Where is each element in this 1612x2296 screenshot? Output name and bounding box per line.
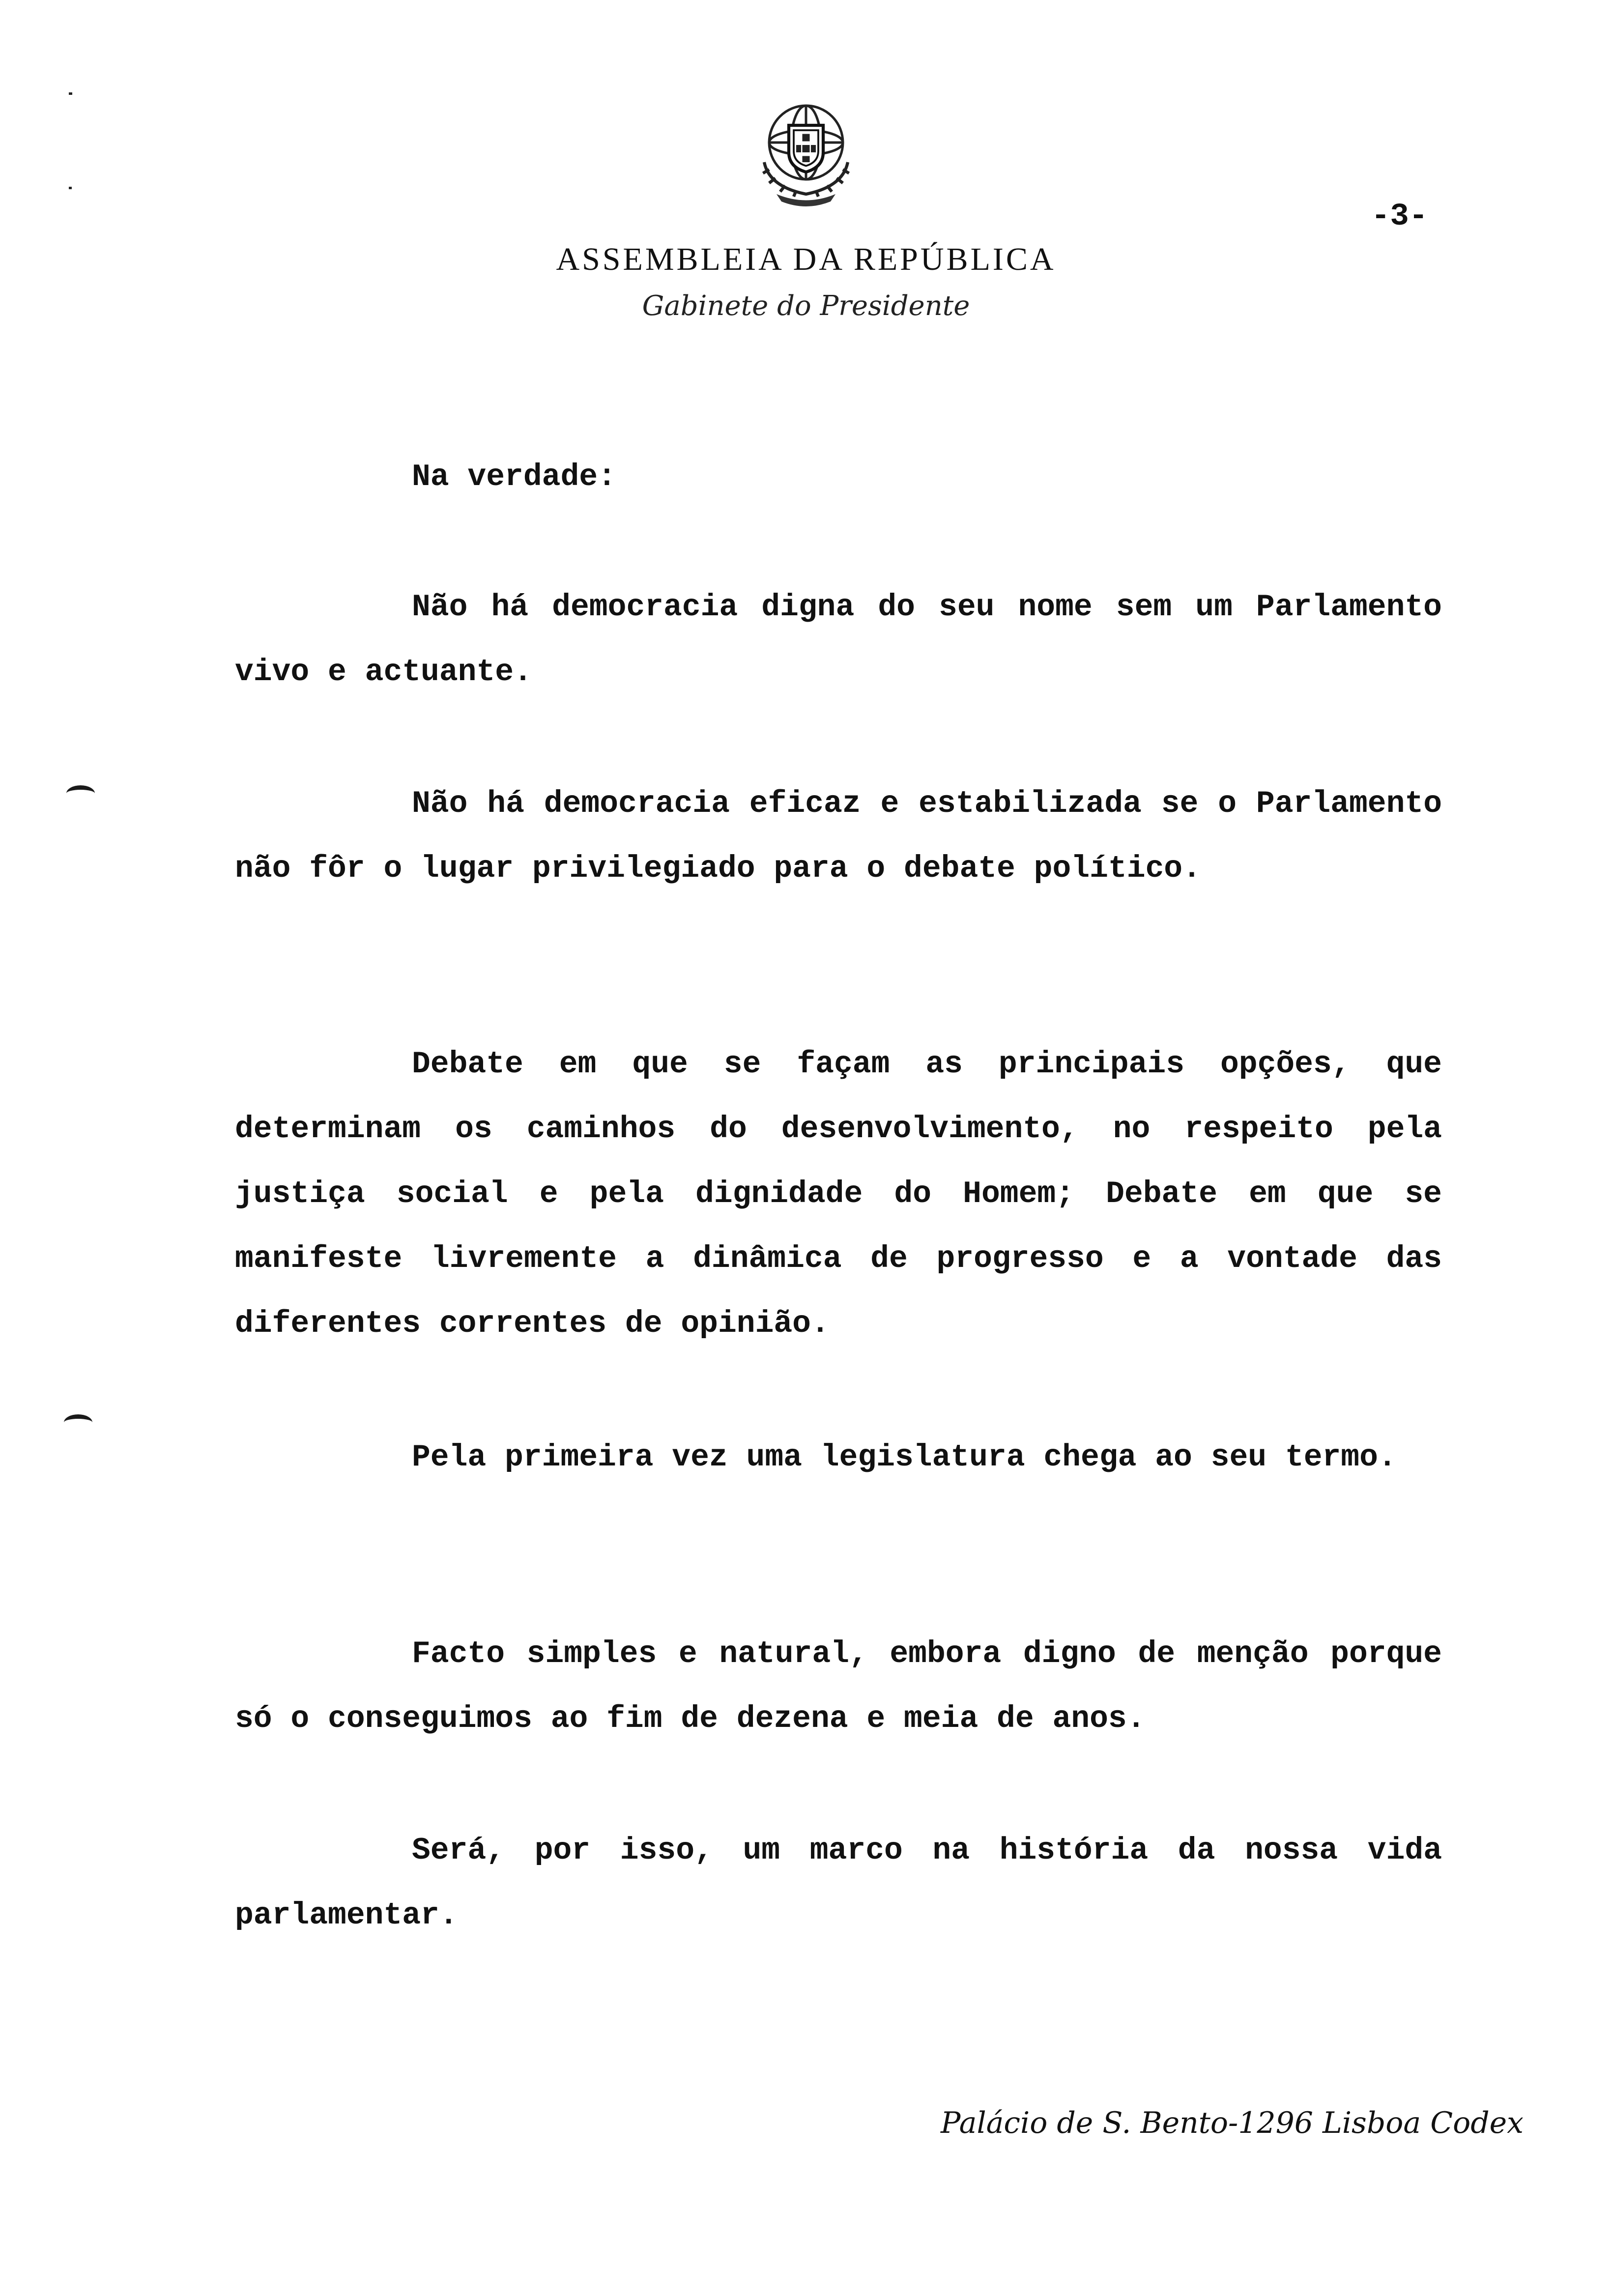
paragraph: Pela primeira vez uma legislatura chega ao seu termo. bbox=[412, 1440, 1397, 1475]
paragraph: Não há democracia eficaz e estabilizada se o Parlamento não fôr o lugar privilegiado para o debate político. bbox=[235, 786, 1442, 886]
margin-mark bbox=[69, 187, 72, 189]
punch-hole-mark bbox=[66, 785, 95, 802]
office-name: Gabinete do Presidente bbox=[642, 290, 970, 322]
paragraph: Debate em que se façam as principais opções, que determinam os caminhos do desenvolvimento, no respeito pela justiça social e pela dignidade do Homem; Debate em que se manifeste livremente a dinâmica de progresso e a vontade das diferentes correntes de opinião. bbox=[235, 1047, 1442, 1341]
institution-name: ASSEMBLEIA DA REPÚBLICA bbox=[556, 241, 1056, 277]
paragraph: Será, por isso, um marco na história da nossa vida parlamentar. bbox=[235, 1833, 1442, 1933]
portuguese-coat-of-arms-icon bbox=[745, 88, 867, 211]
paragraph: Facto simples e natural, embora digno de menção porque só o conseguimos ao fim de dezena e meia de anos. bbox=[235, 1636, 1442, 1736]
punch-hole-mark bbox=[64, 1414, 92, 1431]
margin-mark bbox=[69, 92, 72, 95]
paragraph: Não há democracia digna do seu nome sem um Parlamento vivo e actuante. bbox=[235, 590, 1442, 689]
paragraph: Na verdade: bbox=[412, 459, 616, 494]
footer-address: Palácio de S. Bento-1296 Lisboa Codex bbox=[941, 2106, 1524, 2140]
page-number: -3- bbox=[1371, 199, 1428, 234]
